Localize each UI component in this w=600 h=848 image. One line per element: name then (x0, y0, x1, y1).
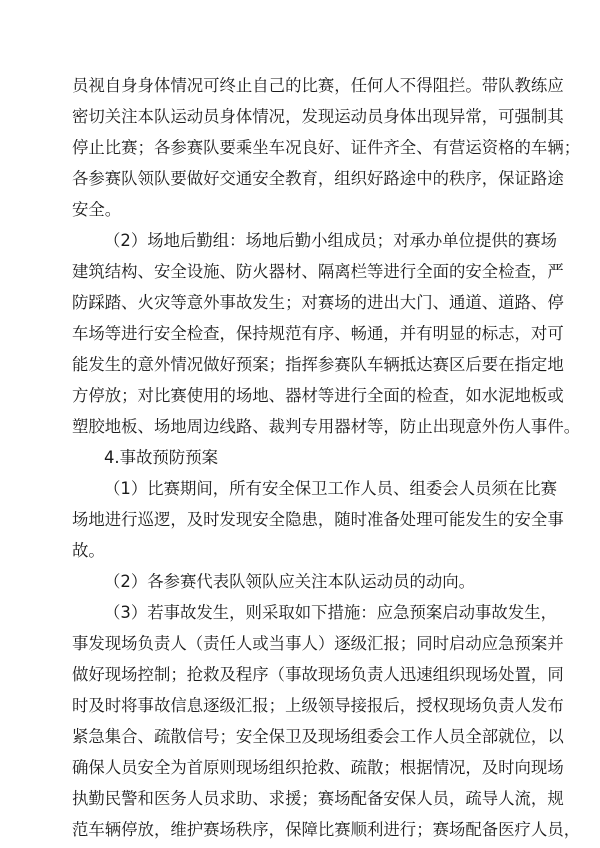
text-line: （2）各参赛代表队领队应关注本队运动员的动向。 (104, 572, 476, 591)
text-line: 防踩踏、火灾等意外事故发生；对赛场的进出大门、通道、道路、停 (72, 293, 564, 312)
text-line: 场地进行巡逻，及时发现安全隐患，随时准备处理可能发生的安全事 (72, 510, 564, 529)
text-line: 停止比赛；各参赛队要乘坐车况良好、证件齐全、有营运资格的车辆； (72, 138, 581, 157)
text-line: 故。 (72, 541, 105, 560)
document-body (72, 70, 581, 845)
text-line: 塑胶地板、场地周边线路、裁判专用器材等，防止出现意外伤人事件。 (72, 417, 581, 436)
text-line: 能发生的意外情况做好预案；指挥参赛队车辆抵达赛区后要在指定地 (72, 355, 564, 374)
text-line: （2）场地后勤组：场地后勤小组成员；对承办单位提供的赛场 (104, 231, 557, 250)
text-line: 确保人员安全为首原则现场组织抢救、疏散；根据情况，及时向现场 (72, 758, 564, 777)
text-line: 时及时将事故信息逐级汇报；上级领导接报后，授权现场负责人发布 (72, 696, 564, 715)
text-line: 各参赛队领队要做好交通安全教育，组织好路途中的秩序，保证路途 (72, 169, 564, 188)
text-line: 密切关注本队运动员身体情况，发现运动员身体出现异常，可强制其 (72, 107, 564, 126)
text-line: 方停放；对比赛使用的场地、器材等进行全面的检查，如水泥地板或 (72, 386, 564, 405)
text-line: 安全。 (72, 200, 122, 219)
text-line: 事发现场负责人（责任人或当事人）逐级汇报；同时启动应急预案并 (72, 634, 564, 653)
text-line: 员视自身身体情况可终止自己的比赛，任何人不得阻拦。带队教练应 (72, 76, 564, 95)
text-line: （3）若事故发生，则采取如下措施：应急预案启动事故发生， (104, 603, 557, 622)
section-heading: 4.事故预防预案 (104, 448, 218, 467)
text-line: 范车辆停放，维护赛场秩序，保障比赛顺利进行；赛场配备医疗人员， (72, 820, 581, 839)
text-line: 紧急集合、疏散信号；安全保卫及现场组委会工作人员全部就位，以 (72, 727, 564, 746)
text-line: 车场等进行安全检查，保持规范有序、畅通，并有明显的标志，对可 (72, 324, 564, 343)
text-line: 做好现场控制；抢救及程序（事故现场负责人迅速组织现场处置，同 (72, 665, 564, 684)
text-line: 建筑结构、安全设施、防火器材、隔离栏等进行全面的安全检查，严 (72, 262, 564, 281)
text-line: （1）比赛期间，所有安全保卫工作人员、组委会人员须在比赛 (104, 479, 557, 498)
text-line: 执勤民警和医务人员求助、求援；赛场配备安保人员，疏导人流，规 (72, 789, 564, 808)
